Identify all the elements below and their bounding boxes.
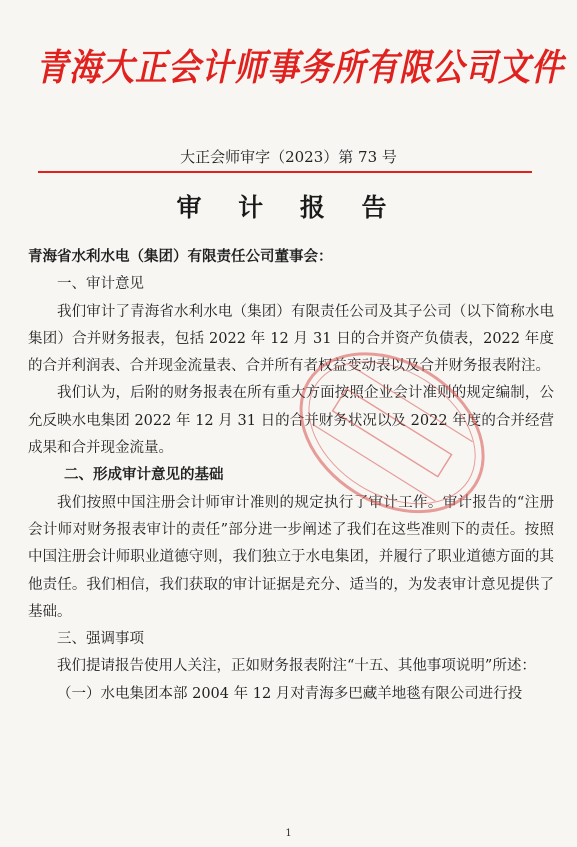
paragraph-basis: 我们按照中国注册会计师审计准则的规定执行了审计工作。审计报告的“注册会计师对财务报表审计的责任”部分进一步阐述了我们在这些准则下的责任。按照中国注册会计师职业道德守则，我们独立于水电集团，并履行了职业道德方面的其他责任。我们相信，我们获取的审计证据是充分、适当的，为发表审计意见提供了基础。	[28, 494, 554, 620]
firm-letterhead-title: 青海大正会计师事务所有限公司文件	[36, 45, 565, 90]
section-heading-audit-opinion: 一、审计意见	[57, 276, 144, 293]
section-heading-emphasis: 三、强调事项	[57, 631, 144, 648]
addressee-line: 青海省水利水电（集团）有限责任公司董事会：	[28, 249, 333, 265]
page-number: 1	[285, 828, 292, 839]
document-number: 大正会师审字（2023）第 73 号	[180, 148, 397, 166]
paragraph-emphasis-item-1: （一）水电集团本部 2004 年 12 月对青海多巴藏羊地毯有限公司进行投	[57, 685, 523, 702]
red-divider-line	[38, 171, 532, 173]
section-heading-basis: 二、形成审计意见的基础	[64, 467, 224, 484]
paragraph-audit-scope: 我们审计了青海省水利水电（集团）有限责任公司及其子公司（以下简称水电集团）合并财务报表，包括 2022 年 12 月 31 日的合并资产负债表，2022 年度的合并利润表、合并现金流量表、合并所有者权益变动表以及合并财务报表附注。	[28, 303, 554, 375]
report-title: 审 计 报 告	[176, 193, 401, 222]
paragraph-opinion: 我们认为，后附的财务报表在所有重大方面按照企业会计准则的规定编制，公允反映水电集团 2022 年 12 月 31 日的合并财务状况以及 2022 年度的合并经营成果和合并现金流量。	[28, 385, 554, 457]
paragraph-emphasis-intro: 我们提请报告使用人关注，正如财务报表附注“十五、其他事项说明”所述：	[57, 658, 536, 675]
